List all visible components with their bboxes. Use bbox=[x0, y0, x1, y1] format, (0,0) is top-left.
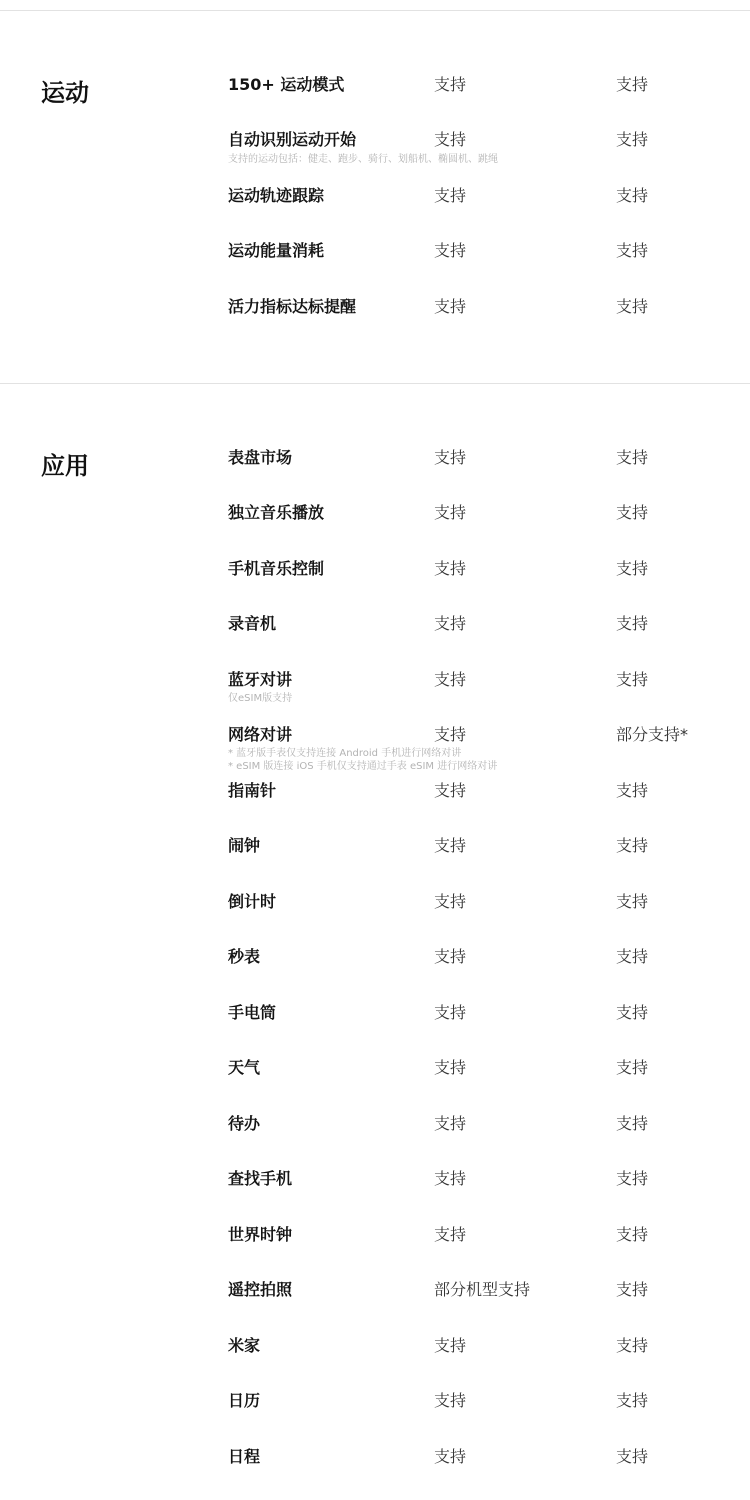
value-a: 支持 bbox=[434, 1169, 467, 1188]
table-row bbox=[0, 296, 750, 346]
value-b: 支持 bbox=[616, 186, 649, 205]
value-b: 支持 bbox=[616, 1058, 649, 1077]
table-row bbox=[0, 1446, 750, 1496]
top-divider bbox=[0, 10, 750, 11]
feature-name: 日程 bbox=[228, 1447, 261, 1466]
table-row bbox=[0, 1390, 750, 1440]
value-a: 支持 bbox=[434, 614, 467, 633]
section-divider bbox=[0, 383, 750, 384]
value-b: 支持 bbox=[616, 503, 649, 522]
value-b: 支持 bbox=[616, 892, 649, 911]
value-b: 支持 bbox=[616, 241, 649, 260]
feature-name: 手电筒 bbox=[228, 1003, 277, 1022]
feature-name: 天气 bbox=[228, 1058, 261, 1077]
value-b: 支持 bbox=[616, 836, 649, 855]
feature-name: 手机音乐控制 bbox=[228, 559, 325, 578]
value-b: 支持 bbox=[616, 1169, 649, 1188]
feature-name: 运动轨迹跟踪 bbox=[228, 186, 325, 205]
value-b: 支持 bbox=[616, 1280, 649, 1299]
feature-name: 遥控拍照 bbox=[228, 1280, 293, 1299]
table-row bbox=[0, 1279, 750, 1329]
value-b: 支持 bbox=[616, 559, 649, 578]
value-b: 支持 bbox=[616, 1447, 649, 1466]
value-b: 支持 bbox=[616, 781, 649, 800]
table-row bbox=[0, 1168, 750, 1218]
value-a: 支持 bbox=[434, 1058, 467, 1077]
value-a: 支持 bbox=[434, 186, 467, 205]
value-a: 支持 bbox=[434, 1391, 467, 1410]
table-row bbox=[0, 558, 750, 608]
value-a: 支持 bbox=[434, 892, 467, 911]
feature-name: 查找手机 bbox=[228, 1169, 293, 1188]
value-b: 支持 bbox=[616, 1391, 649, 1410]
feature-name: 独立音乐播放 bbox=[228, 503, 325, 522]
feature-note: * 蓝牙版手表仅支持连接 Android 手机进行网络对讲 bbox=[228, 748, 462, 759]
value-b: 支持 bbox=[616, 947, 649, 966]
table-row bbox=[0, 129, 750, 179]
table-row bbox=[0, 74, 750, 124]
value-b: 支持 bbox=[616, 1336, 649, 1355]
feature-name: 秒表 bbox=[228, 947, 261, 966]
value-a: 支持 bbox=[434, 75, 467, 94]
feature-name: 指南针 bbox=[228, 781, 277, 800]
feature-name: 世界时钟 bbox=[228, 1225, 293, 1244]
table-row bbox=[0, 613, 750, 663]
table-row bbox=[0, 724, 750, 774]
feature-name: 网络对讲 bbox=[228, 725, 293, 744]
value-a: 支持 bbox=[434, 1336, 467, 1355]
feature-name: 表盘市场 bbox=[228, 448, 293, 467]
feature-name: 倒计时 bbox=[228, 892, 277, 911]
feature-name: 150+ 运动模式 bbox=[228, 75, 345, 94]
table-row bbox=[0, 835, 750, 885]
value-a: 支持 bbox=[434, 130, 467, 149]
value-b: 支持 bbox=[616, 614, 649, 633]
feature-name: 活力指标达标提醒 bbox=[228, 297, 357, 316]
value-a: 支持 bbox=[434, 1447, 467, 1466]
feature-name: 米家 bbox=[228, 1336, 261, 1355]
feature-name: 日历 bbox=[228, 1391, 261, 1410]
table-row bbox=[0, 447, 750, 497]
value-a: 支持 bbox=[434, 503, 467, 522]
value-b: 支持 bbox=[616, 448, 649, 467]
feature-note: 仅eSIM版支持 bbox=[228, 693, 293, 704]
value-a: 支持 bbox=[434, 725, 467, 744]
table-row bbox=[0, 669, 750, 719]
table-row bbox=[0, 891, 750, 941]
feature-name: 闹钟 bbox=[228, 836, 261, 855]
value-b: 支持 bbox=[616, 1114, 649, 1133]
feature-name: 录音机 bbox=[228, 614, 277, 633]
value-a: 支持 bbox=[434, 1003, 467, 1022]
table-row bbox=[0, 240, 750, 290]
table-row bbox=[0, 1002, 750, 1052]
table-row bbox=[0, 1057, 750, 1107]
table-row bbox=[0, 185, 750, 235]
section-title-apps: 应用 bbox=[41, 452, 89, 480]
table-row bbox=[0, 1113, 750, 1163]
feature-note: * eSIM 版连接 iOS 手机仅支持通过手表 eSIM 进行网络对讲 bbox=[228, 761, 498, 772]
table-row bbox=[0, 946, 750, 996]
value-a: 支持 bbox=[434, 1114, 467, 1133]
value-a: 支持 bbox=[434, 836, 467, 855]
table-row bbox=[0, 502, 750, 552]
value-a: 支持 bbox=[434, 947, 467, 966]
value-a: 支持 bbox=[434, 1225, 467, 1244]
value-b: 支持 bbox=[616, 297, 649, 316]
value-a: 支持 bbox=[434, 670, 467, 689]
table-row bbox=[0, 1224, 750, 1274]
section-title-sport: 运动 bbox=[41, 79, 89, 107]
value-b: 支持 bbox=[616, 1003, 649, 1022]
value-b: 支持 bbox=[616, 670, 649, 689]
feature-name: 蓝牙对讲 bbox=[228, 670, 293, 689]
feature-name: 待办 bbox=[228, 1114, 261, 1133]
value-b: 部分支持* bbox=[616, 725, 689, 744]
value-a: 支持 bbox=[434, 559, 467, 578]
value-a: 支持 bbox=[434, 448, 467, 467]
feature-note: 支持的运动包括：健走、跑步、骑行、划船机、椭圆机、跳绳 bbox=[228, 154, 498, 165]
value-b: 支持 bbox=[616, 130, 649, 149]
value-b: 支持 bbox=[616, 1225, 649, 1244]
value-a: 部分机型支持 bbox=[434, 1280, 531, 1299]
table-row bbox=[0, 1335, 750, 1385]
feature-name: 自动识别运动开始 bbox=[228, 130, 357, 149]
value-a: 支持 bbox=[434, 781, 467, 800]
table-row bbox=[0, 780, 750, 830]
value-a: 支持 bbox=[434, 241, 467, 260]
feature-name: 运动能量消耗 bbox=[228, 241, 325, 260]
value-b: 支持 bbox=[616, 75, 649, 94]
value-a: 支持 bbox=[434, 297, 467, 316]
